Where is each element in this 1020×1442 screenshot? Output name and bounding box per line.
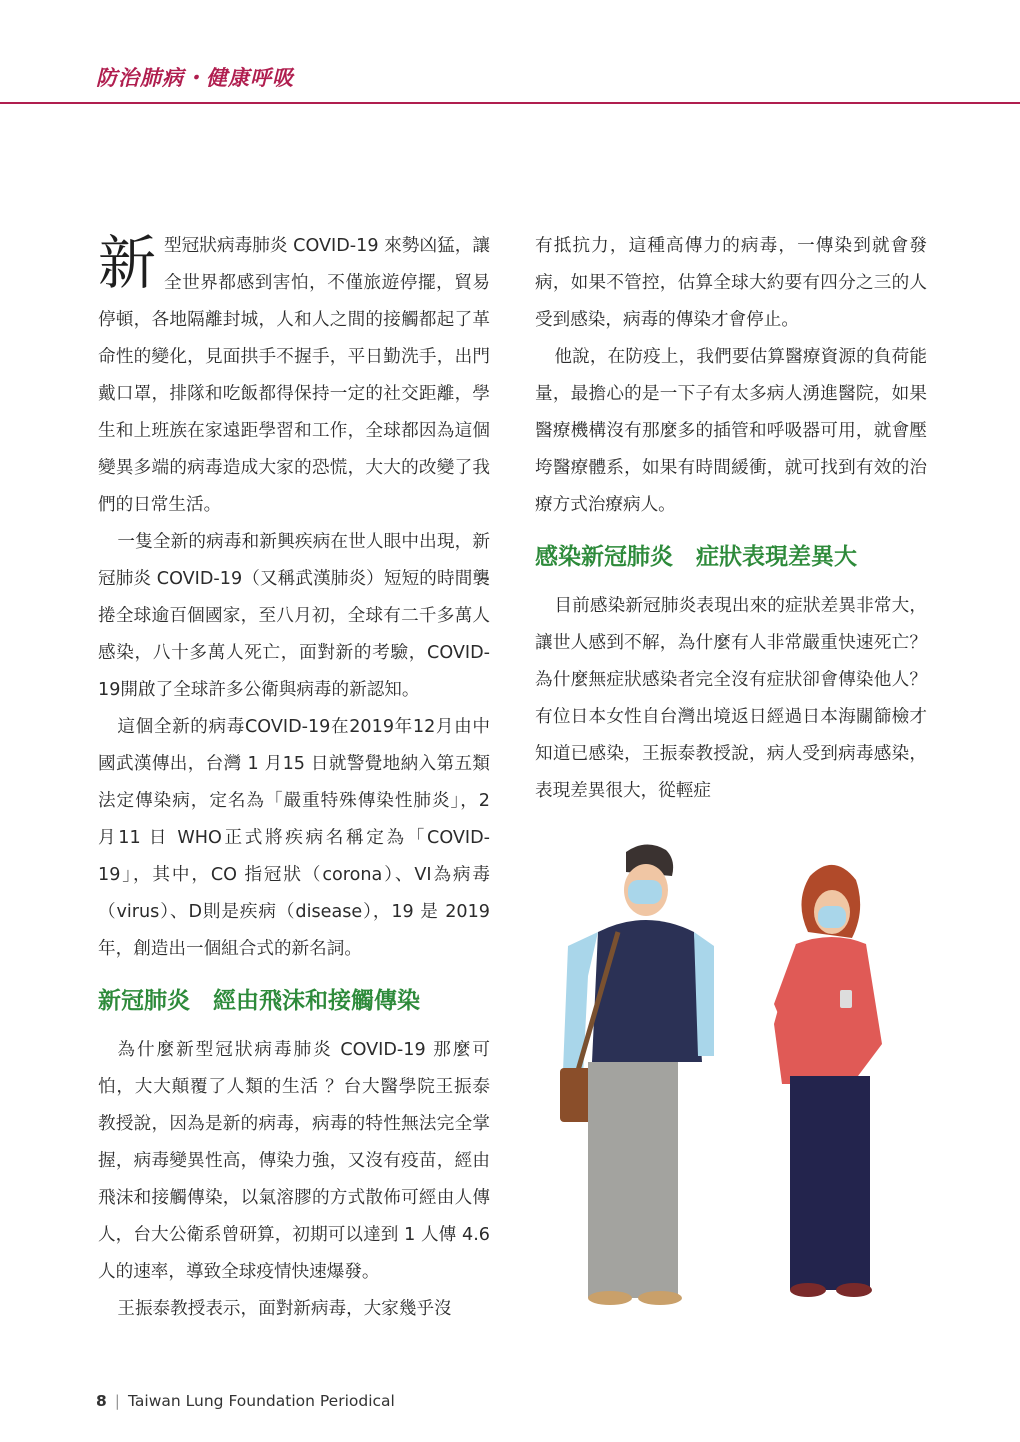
woman-phone [840,990,852,1008]
page-footer [96,1392,395,1410]
paragraph-8: 目前感染新冠肺炎表現出來的症狀差異非常大，讓世人感到不解，為什麼有人非常嚴重快速死亡？為什麼無症狀感染者完全沒有症狀卻會傳染他人？有位日本女性自台灣出境返日經過日本海關篩檢才知道已感染，王振泰教授說，病人受到病毒感染，表現差異很大，從輕症 [535,596,927,801]
paragraph-intro-text: 型冠狀病毒肺炎 COVID-19 來勢凶猛，讓全世界都感到害怕，不僅旅遊停擺，貿易停頓，各地隔離封城，人和人之間的接觸都起了革命性的變化，見面拱手不握手，平日勤洗手，出門戴口罩，排隊和吃飯都得保持一定的社交距離，學生和上班族在家遠距學習和工作，全球都因為這個變異多端的病毒造成大家的恐慌，大大的改變了我們的日常生活。 [98,236,490,515]
woman-face-mask [818,906,846,928]
paragraph-intro [98,228,490,524]
man-figure [560,844,714,1305]
paragraph-3: 這個全新的病毒COVID-19在2019年12月由中國武漢傳出，台灣 1 月15 日就警覺地納入第五類法定傳染病，定名為「嚴重特殊傳染性肺炎」，2 月11 日 WHO正式將疾病名稱定為「COVID-19」，其中，CO 指冠狀（corona）、VI為病毒（virus）、D則是疾病（disease），19 是 2019年，創造出一個組合式的新名詞。 [98,717,491,959]
paragraph-5: 王振泰教授表示，面對新病毒，大家幾乎沒 [117,1299,452,1319]
masked-people-illustration [540,840,920,1310]
subheading-transmission: 新冠肺炎 經由飛沫和接觸傳染 [98,988,420,1014]
publication-name: Taiwan Lung Foundation Periodical [128,1392,395,1410]
article-column-right [535,228,927,810]
dropcap: 新 [98,229,157,297]
paragraph-2: 一隻全新的病毒和新興疾病在世人眼中出現，新冠肺炎 COVID-19（又稱武漢肺炎）短短的時間襲捲全球逾百個國家，至八月初，全球有二千多萬人感染，八十多萬人死亡，面對新的考驗，COVID-19開啟了全球許多公衛與病毒的新認知。 [98,532,490,700]
man-face-mask [628,880,662,904]
paragraph-6: 有抵抗力，這種高傳力的病毒，一傳染到就會發病，如果不管控，估算全球大約要有四分之三的人受到感染，病毒的傳染才會停止。 [535,236,927,330]
header-divider [0,102,1020,104]
page-number: 8 [96,1392,107,1410]
section-header-title: 防治肺病・健康呼吸 [96,65,294,90]
woman-figure [774,865,882,1297]
article-column-left [98,228,490,1328]
subheading-symptoms: 感染新冠肺炎 症狀表現差異大 [535,544,857,570]
paragraph-4: 為什麼新型冠狀病毒肺炎 COVID-19 那麼可怕，大大顛覆了人類的生活 ？台大醫學院王振泰教授說，因為是新的病毒，病毒的特性無法完全掌握，病毒變異性高，傳染力強，又沒有疫苗，經由飛沫和接觸傳染，以氣溶膠的方式散佈可經由人傳人，台大公衛系曾研算，初期可以達到 1 人傳 4.6 人的速率，導致全球疫情快速爆發。 [98,1040,490,1282]
footer-separator: | [114,1392,121,1410]
paragraph-7: 他說，在防疫上，我們要估算醫療資源的負荷能量，最擔心的是一下子有太多病人湧進醫院，如果醫療機構沒有那麼多的插管和呼吸器可用，就會壓垮醫療體系，如果有時間緩衝，就可找到有效的治療方式治療病人。 [535,347,927,515]
